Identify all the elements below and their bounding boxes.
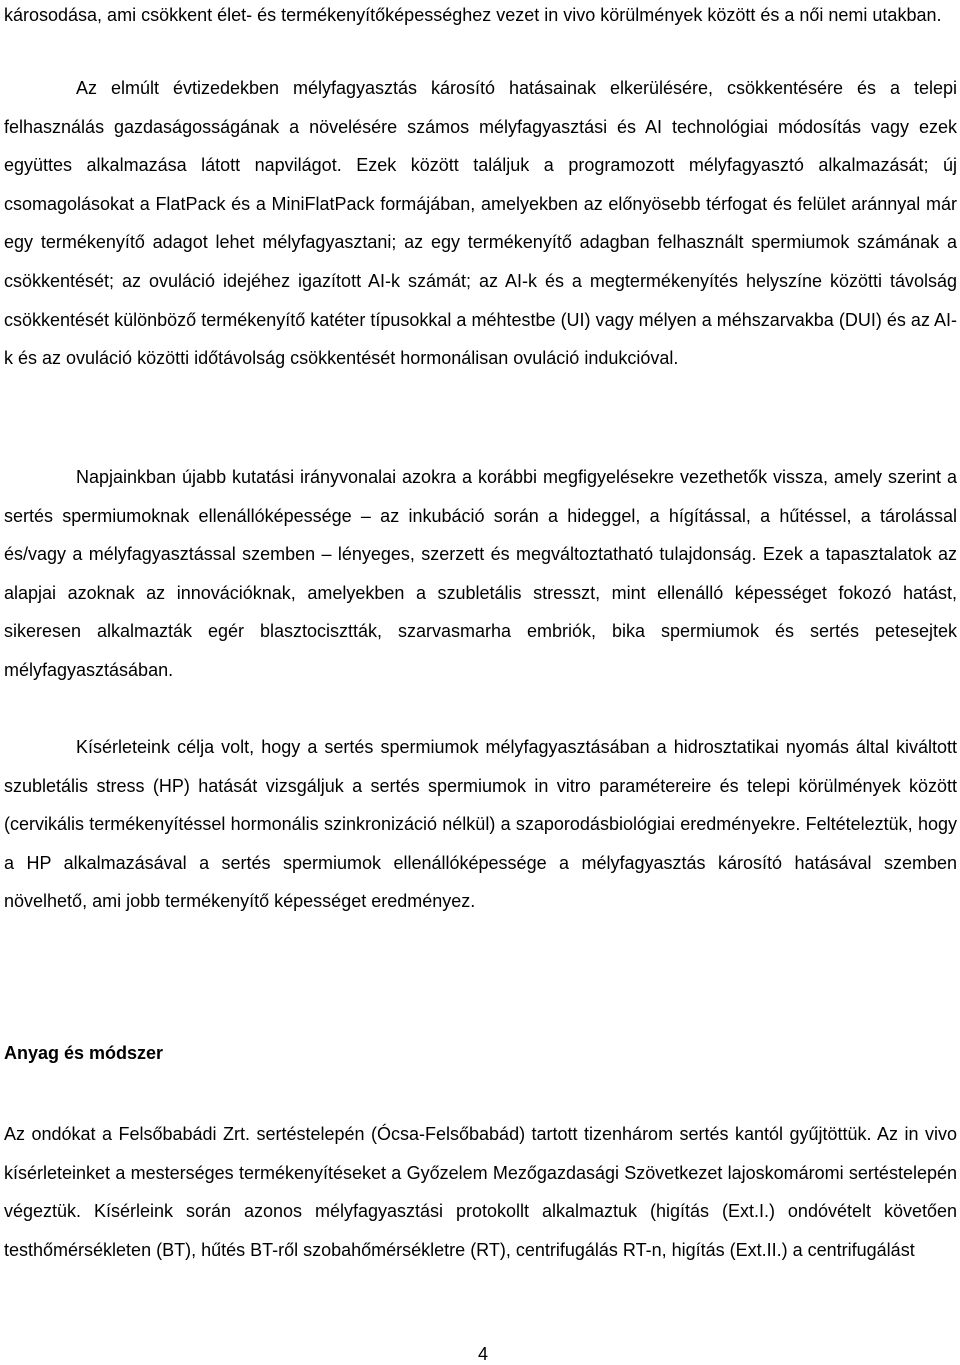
- page-number: 4: [478, 1344, 489, 1364]
- paragraph-deepfreeze-modifications: Az elmúlt évtizedekben mélyfagyasztás károsító hatásainak elkerülésére, csökkentésére és a telepi felhasználás gazdaságosságának a növelésére számos mélyfagyasztási és AI technológiai módosítás vagy ezek együttes alkalmazása látott napvilágot. Ezek között találjuk a programozott mélyfagyasztó alkalmazását; új csomagolásokat a FlatPack és a MiniFlatPack formájában, amelyekben az előnyösebb térfogat és felület aránnyal már egy termékenyítő adagot lehet mélyfagyasztani; az egy termékenyítő adagban felhasznált spermiumok számának a csökkentését; az ovuláció idejéhez igazított AI-k számát; az AI-k és a megtermékenyítés helyszíne közötti távolság csökkentését különböző termékenyítő katéter típusokkal a méhtestbe (UI) vagy mélyen a méhszarvakba (DUI) és az AI-k és az ovuláció közötti időtávolság csökkentését hormonálisan ovuláció indukcióval.: [4, 78, 957, 369]
- paragraph-research-directions: Napjainkban újabb kutatási irányvonalai azokra a korábbi megfigyelésekre vezethetők vissza, amely szerint a sertés spermiumoknak ellenállóképessége – az inkubáció során a hideggel, a hígítással, a hűtéssel, a tárolással és/vagy a mélyfagyasztással szemben – lényeges, szerzett és megváltoztatható tulajdonság. Ezek a tapasztalatok az alapjai azoknak az innovációknak, amelyekben a szubletális stresszt, mint ellenálló képességet fokozó hatást, sikeresen alkalmazták egér blasztocisztták, szarvasmarha embriók, bika spermiumok és sertés petesejtek mélyfagyasztásában.: [4, 467, 957, 680]
- paragraph-aims: Kísérleteink célja volt, hogy a sertés spermiumok mélyfagyasztásában a hidrosztatikai nyomás által kiváltott szubletális stress (HP) hatását vizsgáljuk a sertés spermiumok in vitro paramétereire és telepi körülmények között (cervikális termékenyítéssel hormonális szinkronizáció nélkül) a szaporodásbiológiai eredményekre. Feltételeztük, hogy a HP alkalmazásával a sertés spermiumok ellenállóképessége a mélyfagyasztás károsító hatásával szemben növelhető, ami jobb termékenyítő képességet eredményez.: [4, 737, 957, 912]
- section-heading-methods: Anyag és módszer: [4, 1043, 164, 1063]
- paragraph-methods: Az ondókat a Felsőbabádi Zrt. sertéstelepén (Ócsa-Felsőbabád) tartott tizenhárom sertés kantól gyűjtöttük. Az in vivo kísérleteinket a mesterséges termékenyítéseket a Győzelem Mezőgazdasági Szövetkezet lajoskomáromi sertéstelepén végeztük. Kísérleink során azonos mélyfagyasztási protokollt alkalmaztuk (higítás (Ext.I.) ondóvételt követően testhőmérsékleten (BT), hűtés BT-ről szobahőmérsékletre (RT), centrifugálás RT-n, higítás (Ext.II.) a centrifugálást: [4, 1124, 957, 1260]
- paragraph-continuation: károsodása, ami csökkent élet- és termékenyítőképességhez vezet in vivo körülmények között és a női nemi utakban.: [4, 5, 942, 25]
